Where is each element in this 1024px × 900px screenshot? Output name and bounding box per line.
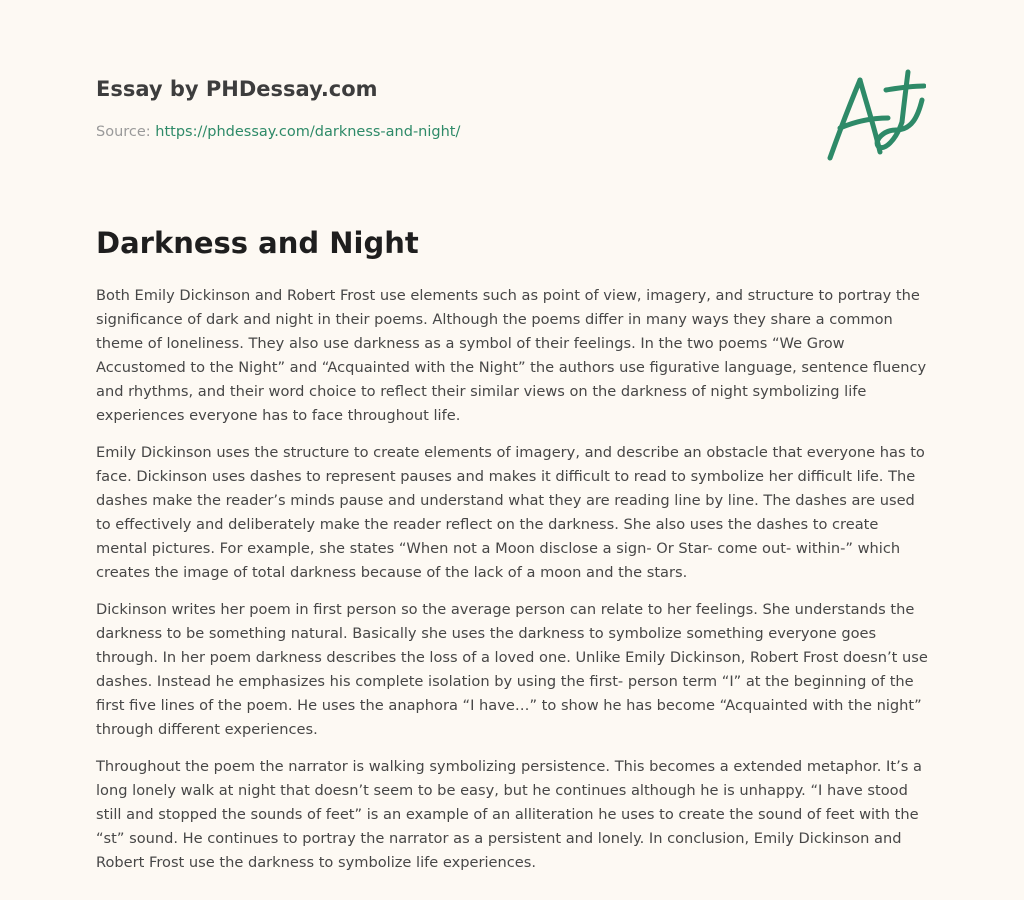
paragraph-3: Dickinson writes her poem in first person so the average person can relate to her feelings. She understands the darkness to be something natural. Basically she uses the darkness to symbolize something everyone goes through. In her poem darkness describes the loss of a loved one. Unlike Emily Dickinson, Robert Frost doesn’t use dashes. Instead he emphasizes his complete isolation by using the first- person term “I” at the beginning of the first five lines of the poem. He uses the anaphora “I have…” to show he has become “Acquainted with the night” through different experiences. (96, 601, 928, 738)
article-body (96, 284, 932, 888)
source-label: Source: (96, 124, 156, 140)
paragraph-4: Throughout the poem the narrator is walking symbolizing persistence. This becomes a extended metaphor. It’s a long lonely walk at night that doesn’t seem to be easy, but he continues although he is unhappy. “I have stood still and stopped the sounds of feet” is an example of an alliteration he uses to create the sound of feet with the “st” sound. He continues to portray the narrator as a persistent and lonely. In conclusion, Emily Dickinson and Robert Frost use the darkness to symbolize life experiences. (96, 758, 922, 871)
paragraph-1: Both Emily Dickinson and Robert Frost use elements such as point of view, imagery, and structure to portray the significance of dark and night in their poems. Although the poems differ in many ways they share a common theme of loneliness. They also use darkness as a symbol of their feelings. In the two poems “We Grow Accustomed to the Night” and “Acquainted with the Night” the authors use figurative language, sentence fluency and rhythms, and their word choice to reflect their similar views on the darkness of night symbolizing life experiences everyone has to face throughout life. (96, 287, 927, 424)
paragraph-2: Emily Dickinson uses the structure to create elements of imagery, and describe an obstacle that everyone has to face. Dickinson uses dashes to represent pauses and makes it difficult to read to symbolize her difficult life. The dashes make the reader’s minds pause and understand what they are reading line by line. The dashes are used to effectively and deliberately make the reader reflect on the darkness. She also uses the dashes to create mental pictures. For example, she states “When not a Moon disclose a sign- Or Star- come out- within-” which creates the image of total darkness because of the lack of a moon and the stars. (96, 444, 925, 581)
article-title: Darkness and Night (96, 226, 419, 260)
source-line (96, 124, 460, 140)
a-plus-logo-icon (822, 68, 926, 164)
source-link[interactable]: https://phdessay.com/darkness-and-night/ (155, 124, 461, 140)
site-title: Essay by PHDessay.com (96, 77, 378, 101)
